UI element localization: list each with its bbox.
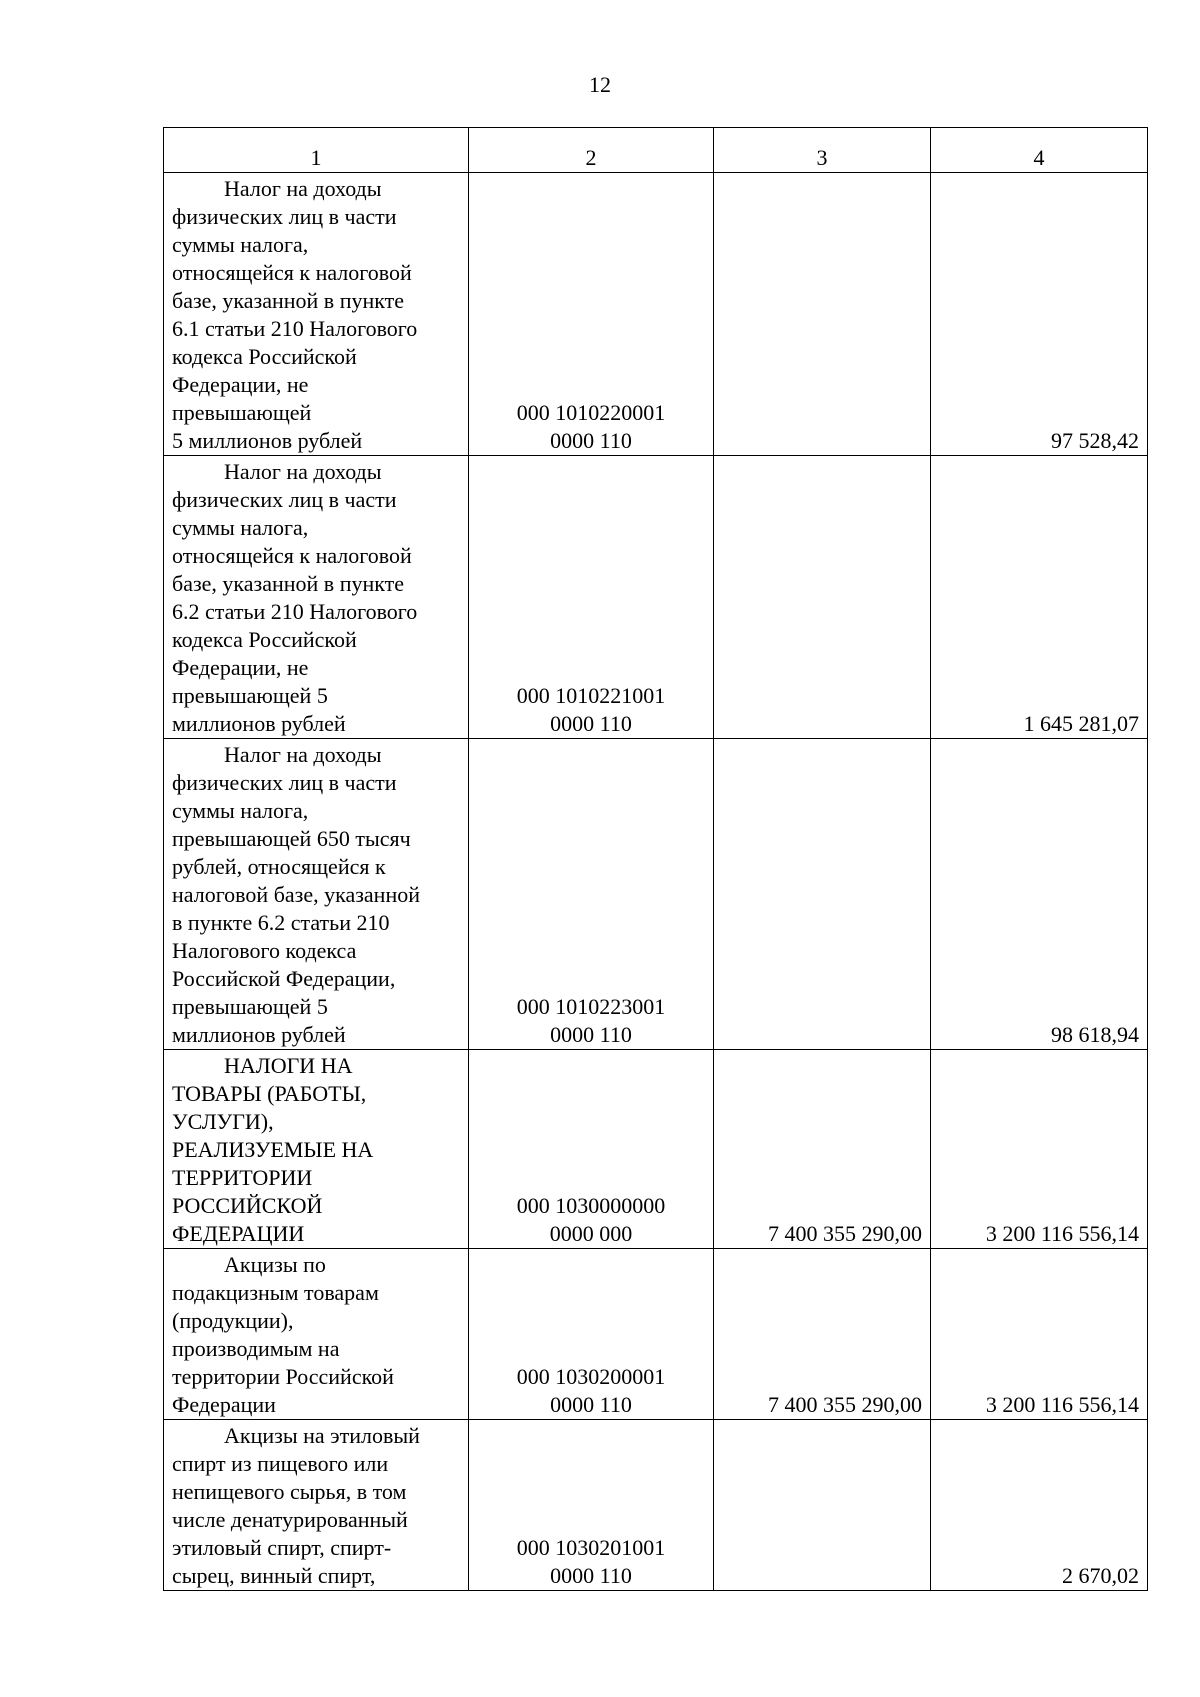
cell-executed-amount: 3 200 116 556,14 <box>931 1249 1148 1420</box>
cell-executed-amount: 3 200 116 556,14 <box>931 1050 1148 1249</box>
name-line: ТОВАРЫ (РАБОТЫ, <box>172 1081 367 1106</box>
cell-budget-code <box>469 739 714 1050</box>
cell-approved-amount: 7 400 355 290,00 <box>714 1249 931 1420</box>
name-line: (продукции), <box>172 1308 294 1333</box>
table-row <box>164 1050 1148 1249</box>
name-line: сырец, винный спирт, <box>172 1563 376 1588</box>
name-line: 6.2 статьи 210 Налогового <box>172 599 418 624</box>
name-line: физических лиц в части <box>172 770 397 795</box>
name-line: территории Российской <box>172 1364 394 1389</box>
name-line: Федерации, не <box>172 372 309 397</box>
name-line <box>172 741 460 769</box>
name-line: суммы налога, <box>172 798 309 823</box>
code-line: 000 1010220001 <box>516 400 666 425</box>
name-line-text: Налог на доходы <box>224 742 382 767</box>
name-line-text: Акцизы по <box>224 1252 326 1277</box>
name-line: производимым на <box>172 1336 340 1361</box>
name-line <box>172 1422 460 1450</box>
cell-executed-amount: 97 528,42 <box>931 173 1148 456</box>
code-line: 000 1030200001 <box>516 1364 666 1389</box>
name-line: РОССИЙСКОЙ <box>172 1193 323 1218</box>
name-line: ТЕРРИТОРИИ <box>172 1165 313 1190</box>
name-line: УСЛУГИ), <box>172 1109 274 1134</box>
table-row <box>164 739 1148 1050</box>
name-line: этиловый спирт, спирт- <box>172 1535 392 1560</box>
name-line: 6.1 статьи 210 Налогового <box>172 316 418 341</box>
cell-approved-amount <box>714 173 931 456</box>
column-header-4: 4 <box>931 128 1148 173</box>
table-row <box>164 1249 1148 1420</box>
cell-approved-amount <box>714 456 931 739</box>
page-number: 12 <box>589 72 611 97</box>
code-line: 0000 110 <box>550 1392 632 1417</box>
name-line: базе, указанной в пункте <box>172 571 405 596</box>
name-line: превышающей 5 <box>172 994 328 1019</box>
name-line: в пункте 6.2 статьи 210 <box>172 910 390 935</box>
name-line <box>172 458 460 486</box>
name-line: миллионов рублей <box>172 711 346 736</box>
name-line: миллионов рублей <box>172 1022 346 1047</box>
cell-budget-code <box>469 456 714 739</box>
code-line: 0000 110 <box>550 1563 632 1588</box>
name-line: рублей, относящейся к <box>172 854 386 879</box>
name-line <box>172 1052 460 1080</box>
name-line: налоговой базе, указанной <box>172 882 421 907</box>
name-line: кодекса Российской <box>172 627 357 652</box>
cell-budget-code <box>469 1050 714 1249</box>
name-line: базе, указанной в пункте <box>172 288 405 313</box>
cell-budget-code <box>469 173 714 456</box>
table-row <box>164 1420 1148 1591</box>
table-row <box>164 456 1148 739</box>
code-line: 0000 000 <box>549 1221 633 1246</box>
name-line: непищевого сырья, в том <box>172 1479 407 1504</box>
code-line: 0000 110 <box>550 1022 632 1047</box>
name-line: подакцизным товарам <box>172 1280 379 1305</box>
name-line: относящейся к налоговой <box>172 543 412 568</box>
name-line: ФЕДЕРАЦИИ <box>172 1221 305 1246</box>
cell-indicator-name <box>164 739 469 1050</box>
column-header-2: 2 <box>469 128 714 173</box>
name-line: суммы налога, <box>172 232 309 257</box>
name-line: относящейся к налоговой <box>172 260 412 285</box>
code-line: 000 1010223001 <box>516 994 666 1019</box>
name-line-text: НАЛОГИ НА <box>224 1053 353 1078</box>
code-line: 0000 110 <box>550 711 632 736</box>
name-line-text: Акцизы на этиловый <box>224 1423 420 1448</box>
table-header-row <box>164 128 1148 173</box>
cell-budget-code <box>469 1420 714 1591</box>
cell-approved-amount: 7 400 355 290,00 <box>714 1050 931 1249</box>
name-line: спирт из пищевого или <box>172 1451 389 1476</box>
column-header-3: 3 <box>714 128 931 173</box>
cell-approved-amount <box>714 739 931 1050</box>
name-line: превышающей 5 <box>172 683 328 708</box>
name-line: суммы налога, <box>172 515 309 540</box>
name-line: 5 миллионов рублей <box>172 428 363 453</box>
name-line: физических лиц в части <box>172 487 397 512</box>
code-line: 000 1030000000 <box>516 1193 666 1218</box>
name-line: РЕАЛИЗУЕМЫЕ НА <box>172 1137 374 1162</box>
budget-table <box>163 127 1148 1591</box>
column-header-1: 1 <box>164 128 469 173</box>
cell-indicator-name <box>164 456 469 739</box>
name-line-text: Налог на доходы <box>224 176 382 201</box>
code-line: 000 1010221001 <box>516 683 666 708</box>
name-line <box>172 175 460 203</box>
cell-indicator-name <box>164 1050 469 1249</box>
name-line: физических лиц в части <box>172 204 397 229</box>
name-line: превышающей <box>172 400 312 425</box>
name-line-text: Налог на доходы <box>224 459 382 484</box>
name-line: кодекса Российской <box>172 344 357 369</box>
code-line: 000 1030201001 <box>516 1535 666 1560</box>
name-line: Федерации <box>172 1392 276 1417</box>
table-row <box>164 173 1148 456</box>
cell-indicator-name <box>164 173 469 456</box>
cell-indicator-name <box>164 1420 469 1591</box>
name-line: Российской Федерации, <box>172 966 396 991</box>
cell-executed-amount: 1 645 281,07 <box>931 456 1148 739</box>
code-line: 0000 110 <box>550 428 632 453</box>
cell-budget-code <box>469 1249 714 1420</box>
cell-executed-amount: 98 618,94 <box>931 739 1148 1050</box>
cell-approved-amount <box>714 1420 931 1591</box>
name-line: превышающей 650 тысяч <box>172 826 411 851</box>
name-line: числе денатурированный <box>172 1507 408 1532</box>
cell-indicator-name <box>164 1249 469 1420</box>
name-line: Федерации, не <box>172 655 309 680</box>
name-line <box>172 1251 460 1279</box>
cell-executed-amount: 2 670,02 <box>931 1420 1148 1591</box>
name-line: Налогового кодекса <box>172 938 357 963</box>
